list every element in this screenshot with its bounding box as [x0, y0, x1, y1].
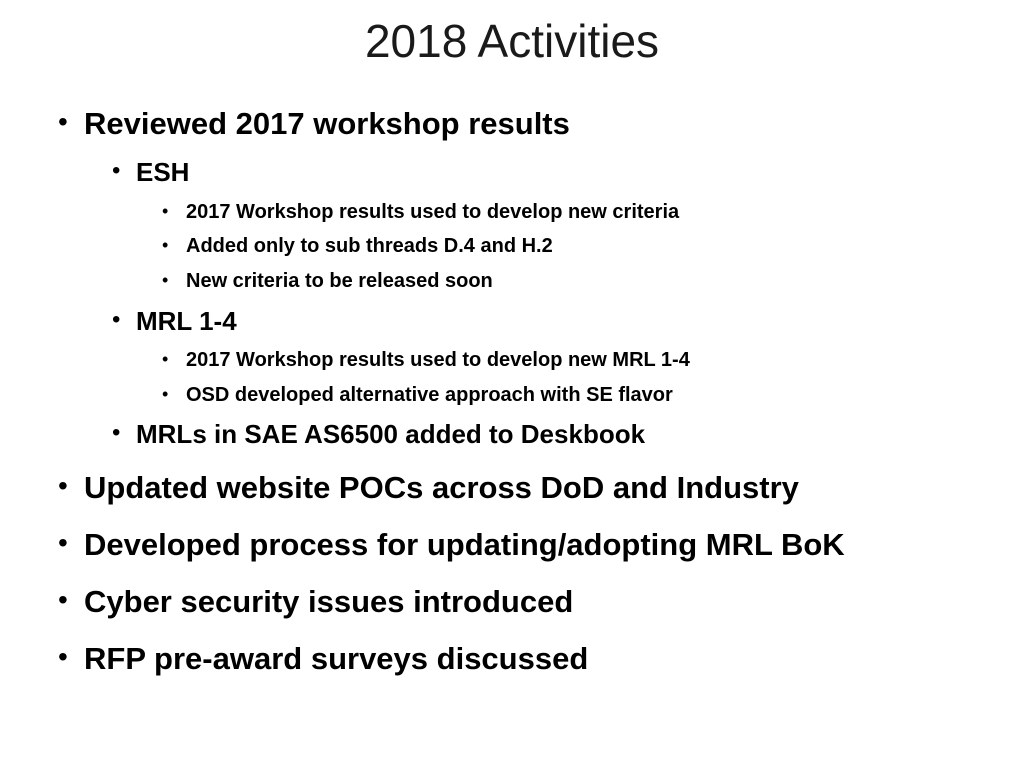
bullet-icon: • — [112, 157, 121, 184]
list-item: New criteria to be released soon — [186, 270, 493, 292]
bullet-icon: • — [162, 235, 169, 255]
list-item: Reviewed 2017 workshop results — [84, 106, 570, 141]
list-item: Updated website POCs across DoD and Industry — [84, 470, 799, 505]
bullet-icon: • — [162, 384, 169, 404]
list-item: RFP pre-award surveys discussed — [84, 641, 589, 676]
bullet-icon: • — [58, 527, 68, 558]
list-item: Cyber security issues introduced — [84, 584, 574, 619]
bullet-icon: • — [58, 584, 68, 615]
list-item: MRLs in SAE AS6500 added to Deskbook — [136, 419, 646, 449]
slide-title: 2018 Activities — [364, 15, 660, 67]
bullet-icon: • — [112, 419, 121, 446]
bullet-icon: • — [162, 270, 169, 290]
bullet-icon: • — [162, 201, 169, 221]
bullet-icon: • — [58, 470, 68, 501]
bullet-icon: • — [162, 349, 169, 369]
list-item: ESH — [136, 157, 190, 187]
list-item: 2017 Workshop results used to develop new criteria — [186, 201, 680, 223]
list-item: OSD developed alternative approach with SE flavor — [186, 384, 673, 406]
list-item: 2017 Workshop results used to develop new MRL 1-4 — [186, 349, 690, 371]
bullet-icon: • — [58, 641, 68, 672]
list-item: Added only to sub threads D.4 and H.2 — [186, 235, 553, 257]
list-item: Developed process for updating/adopting MRL BoK — [84, 527, 845, 562]
bullet-icon: • — [58, 106, 68, 137]
list-item: MRL 1-4 — [136, 306, 237, 336]
bullet-icon: • — [112, 306, 121, 333]
